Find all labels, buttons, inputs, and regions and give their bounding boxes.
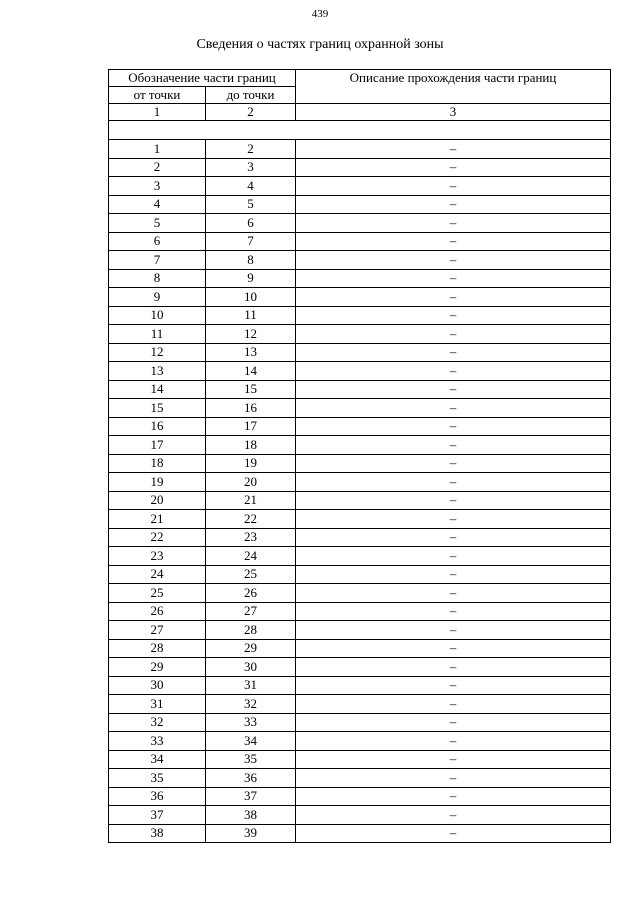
page-number: 439 [311,8,329,20]
to-point-cell: 12 [206,325,296,344]
description-cell: – [296,769,611,788]
description-cell: – [296,343,611,362]
description-cell: – [296,602,611,621]
to-point-cell: 25 [206,565,296,584]
from-point-cell: 11 [109,325,206,344]
boundary-designation-header: Обозначение части границ [109,70,296,87]
to-point-cell: 38 [206,806,296,825]
table-row [109,565,611,584]
table-row [109,362,611,381]
from-point-cell: 25 [109,584,206,603]
table-row [109,288,611,307]
description-cell: – [296,454,611,473]
description-header: Описание прохождения части границ [296,70,611,104]
to-point-cell: 37 [206,787,296,806]
table-row [109,399,611,418]
from-point-cell: 30 [109,676,206,695]
description-cell: – [296,269,611,288]
to-point-cell: 14 [206,362,296,381]
description-cell: – [296,177,611,196]
from-point-cell: 33 [109,732,206,751]
to-point-cell: 30 [206,658,296,677]
description-cell: – [296,251,611,270]
to-point-cell: 6 [206,214,296,233]
description-cell: – [296,473,611,492]
table-body [109,140,611,843]
table-row [109,325,611,344]
to-point-cell: 29 [206,639,296,658]
to-point-cell: 13 [206,343,296,362]
table-row [109,658,611,677]
to-point-cell: 10 [206,288,296,307]
description-cell: – [296,750,611,769]
table-row [109,750,611,769]
from-point-cell: 37 [109,806,206,825]
to-point-cell: 19 [206,454,296,473]
to-point-cell: 2 [206,140,296,159]
to-point-cell: 35 [206,750,296,769]
to-point-cell: 36 [206,769,296,788]
table-row [109,140,611,159]
description-cell: – [296,158,611,177]
description-cell: – [296,195,611,214]
to-point-cell: 28 [206,621,296,640]
to-point-cell: 39 [206,824,296,843]
column-number-2: 2 [206,104,296,121]
to-point-cell: 16 [206,399,296,418]
description-cell: – [296,325,611,344]
from-point-cell: 31 [109,695,206,714]
table-row [109,695,611,714]
to-point-cell: 23 [206,528,296,547]
from-point-cell: 23 [109,547,206,566]
description-cell: – [296,584,611,603]
to-point-cell: 7 [206,232,296,251]
from-point-cell: 18 [109,454,206,473]
to-point-cell: 11 [206,306,296,325]
column-number-1: 1 [109,104,206,121]
from-point-cell: 14 [109,380,206,399]
from-point-cell: 19 [109,473,206,492]
description-cell: – [296,695,611,714]
description-cell: – [296,306,611,325]
table-row [109,214,611,233]
description-cell: – [296,417,611,436]
from-point-cell: 2 [109,158,206,177]
description-cell: – [296,676,611,695]
description-cell: – [296,639,611,658]
description-cell: – [296,713,611,732]
description-cell: – [296,824,611,843]
from-point-cell: 10 [109,306,206,325]
from-point-cell: 3 [109,177,206,196]
table-row [109,528,611,547]
description-cell: – [296,288,611,307]
table-row [109,306,611,325]
table-row [109,584,611,603]
table-row [109,510,611,529]
from-point-cell: 36 [109,787,206,806]
to-point-cell: 27 [206,602,296,621]
table-row [109,195,611,214]
to-point-cell: 32 [206,695,296,714]
from-point-header: от точки [109,87,206,104]
description-cell: – [296,380,611,399]
from-point-cell: 32 [109,713,206,732]
from-point-cell: 26 [109,602,206,621]
from-point-cell: 28 [109,639,206,658]
description-cell: – [296,362,611,381]
table-row [109,251,611,270]
table-row [109,380,611,399]
to-point-cell: 17 [206,417,296,436]
from-point-cell: 17 [109,436,206,455]
table-row [109,343,611,362]
table-row [109,158,611,177]
from-point-cell: 7 [109,251,206,270]
description-cell: – [296,510,611,529]
to-point-cell: 24 [206,547,296,566]
table-row [109,232,611,251]
table-row [109,473,611,492]
to-point-cell: 4 [206,177,296,196]
table-row [109,547,611,566]
table-row [109,787,611,806]
to-point-cell: 34 [206,732,296,751]
table-row [109,602,611,621]
table-row [109,732,611,751]
from-point-cell: 9 [109,288,206,307]
description-cell: – [296,621,611,640]
table-row [109,491,611,510]
description-cell: – [296,565,611,584]
document-title: Сведения о частях границ охранной зоны [196,37,444,52]
description-cell: – [296,658,611,677]
table-row [109,806,611,825]
from-point-cell: 16 [109,417,206,436]
from-point-cell: 20 [109,491,206,510]
from-point-cell: 8 [109,269,206,288]
to-point-cell: 33 [206,713,296,732]
description-cell: – [296,436,611,455]
from-point-cell: 15 [109,399,206,418]
from-point-cell: 12 [109,343,206,362]
description-cell: – [296,232,611,251]
table-row [109,454,611,473]
to-point-header: до точки [206,87,296,104]
table-row [109,269,611,288]
to-point-cell: 26 [206,584,296,603]
table-header [109,70,611,140]
description-cell: – [296,399,611,418]
from-point-cell: 29 [109,658,206,677]
description-cell: – [296,214,611,233]
from-point-cell: 38 [109,824,206,843]
to-point-cell: 8 [206,251,296,270]
from-point-cell: 22 [109,528,206,547]
table-row [109,417,611,436]
to-point-cell: 5 [206,195,296,214]
description-cell: – [296,140,611,159]
from-point-cell: 6 [109,232,206,251]
from-point-cell: 4 [109,195,206,214]
column-number-3: 3 [296,104,611,121]
table-row [109,713,611,732]
to-point-cell: 20 [206,473,296,492]
to-point-cell: 31 [206,676,296,695]
to-point-cell: 15 [206,380,296,399]
to-point-cell: 18 [206,436,296,455]
to-point-cell: 9 [206,269,296,288]
table-row [109,676,611,695]
description-cell: – [296,787,611,806]
from-point-cell: 27 [109,621,206,640]
from-point-cell: 21 [109,510,206,529]
from-point-cell: 5 [109,214,206,233]
to-point-cell: 22 [206,510,296,529]
table-row [109,436,611,455]
from-point-cell: 1 [109,140,206,159]
from-point-cell: 24 [109,565,206,584]
to-point-cell: 21 [206,491,296,510]
description-cell: – [296,528,611,547]
table-row [109,621,611,640]
table-row [109,824,611,843]
to-point-cell: 3 [206,158,296,177]
table-row [109,639,611,658]
table-row [109,177,611,196]
table-row [109,769,611,788]
description-cell: – [296,547,611,566]
from-point-cell: 13 [109,362,206,381]
description-cell: – [296,732,611,751]
description-cell: – [296,806,611,825]
from-point-cell: 34 [109,750,206,769]
description-cell: – [296,491,611,510]
section-row [109,121,611,140]
from-point-cell: 35 [109,769,206,788]
boundary-parts-table [108,69,611,843]
